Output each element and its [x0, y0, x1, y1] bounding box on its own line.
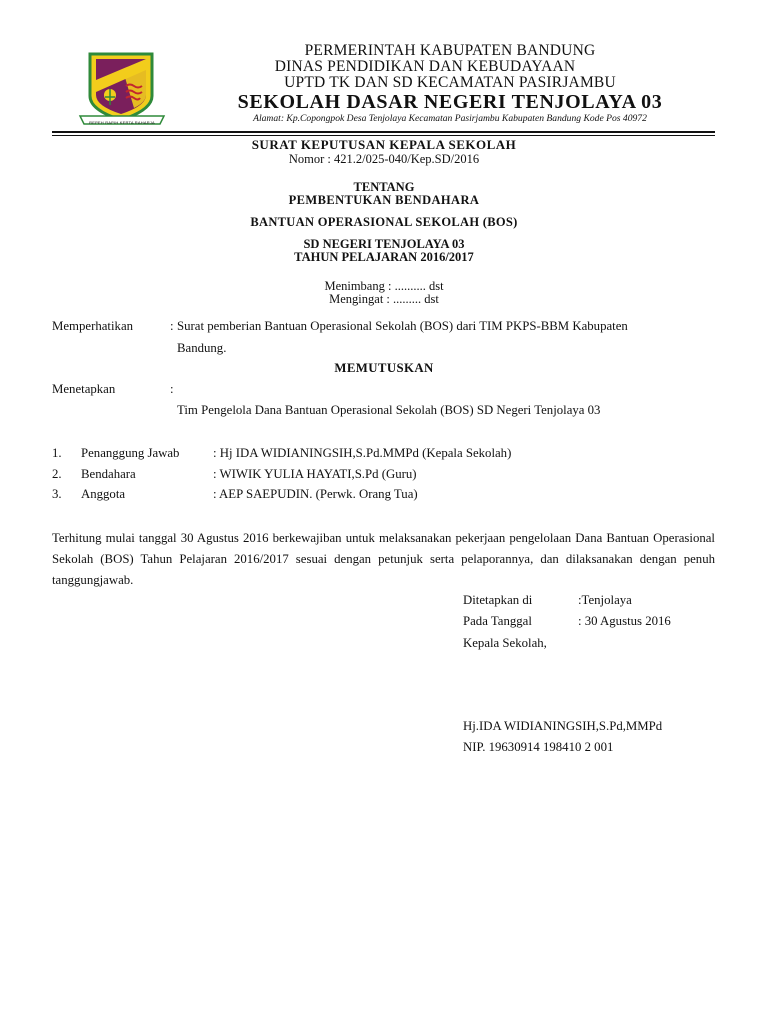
establish-text: Tim Pengelola Dana Bantuan Operasional Sekolah (BOS) SD Negeri Tenjolaya 03 [177, 403, 601, 417]
decree-title: SURAT KEPUTUSAN KEPALA SEKOLAH [251, 137, 517, 152]
letterhead-rule-thin [52, 135, 715, 136]
signature-place-value: :Tenjolaya [578, 593, 632, 607]
signature-name: Hj.IDA WIDIANINGSIH,S.Pd,MMPd [463, 719, 663, 733]
member-name: : Hj IDA WIDIANINGSIH,S.Pd.MMPd (Kepala Sekolah) [213, 446, 512, 460]
letterhead-address: Alamat: Kp.Copongpok Desa Tenjolaya Kecamatan Pasirjambu Kabupaten Bandung Kode Pos 40972 [253, 113, 647, 124]
establish-separator: : [170, 382, 174, 396]
letterhead-department: DINAS PENDIDIKAN DAN KEBUDAYAAN [274, 58, 576, 75]
member-name: : WIWIK YULIA HAYATI,S.Pd (Guru) [213, 467, 417, 481]
decree-paragraph: Terhitung mulai tanggal 30 Agustus 2016 berkewajiban untuk melaksanakan pekerjaan pengelolaan Dana Bantuan Operasional Sekolah (BOS) Tahun Pelajaran 2016/2017 sesuai dengan petunjuk serta pelaporannya, dan dilaksanakan dengan penuh tanggungjawab. [52, 531, 715, 587]
member-role: Anggota [81, 487, 126, 501]
member-name: : AEP SAEPUDIN. (Perwk. Orang Tua) [213, 487, 418, 501]
member-number: 2. [52, 467, 62, 481]
district-emblem-logo [74, 50, 170, 128]
member-number: 3. [52, 487, 62, 501]
letterhead-school-name: SEKOLAH DASAR NEGERI TENJOLAYA 03 [237, 91, 663, 113]
decree-number: Nomor : 421.2/025-040/Kep.SD/2016 [288, 152, 480, 166]
establish-label: Menetapkan [52, 382, 116, 396]
signature-position: Kepala Sekolah, [463, 636, 547, 650]
letterhead-rule-thick [52, 131, 715, 133]
logo-motto-ribbon: REPEH RAPIH KERTA RAHARJA [89, 120, 155, 125]
noting-text-line1: Surat pemberian Bantuan Operasional Sekolah (BOS) dari TIM PKPS-BBM Kabupaten [177, 319, 628, 333]
noting-label: Memperhatikan [52, 319, 134, 333]
decree-program: BANTUAN OPERASIONAL SEKOLAH (BOS) [250, 215, 518, 229]
member-role: Bendahara [81, 467, 136, 481]
considering-line: Menimbang : .......... dst [324, 279, 444, 293]
decree-school: SD NEGERI TENJOLAYA 03 [303, 237, 465, 251]
signature-date-label: Pada Tanggal [463, 614, 532, 628]
decide-heading: MEMUTUSKAN [334, 361, 434, 375]
noting-separator: : [170, 319, 174, 333]
member-number: 1. [52, 446, 62, 460]
decree-subject: PEMBENTUKAN BENDAHARA [288, 193, 480, 207]
decree-year: TAHUN PELAJARAN 2016/2017 [294, 250, 474, 264]
signature-nip: NIP. 19630914 198410 2 001 [463, 740, 614, 754]
signature-place-label: Ditetapkan di [463, 593, 533, 607]
letterhead-unit: UPTD TK DAN SD KECAMATAN PASIRJAMBU [284, 74, 616, 91]
letterhead-government: PERMERINTAH KABUPATEN BANDUNG [304, 42, 596, 59]
recalling-line: Mengingat : ......... dst [329, 292, 439, 306]
noting-text-line2: Bandung. [177, 341, 227, 355]
decree-about: TENTANG [353, 180, 415, 194]
signature-date-value: : 30 Agustus 2016 [578, 614, 671, 628]
member-role: Penanggung Jawab [81, 446, 180, 460]
